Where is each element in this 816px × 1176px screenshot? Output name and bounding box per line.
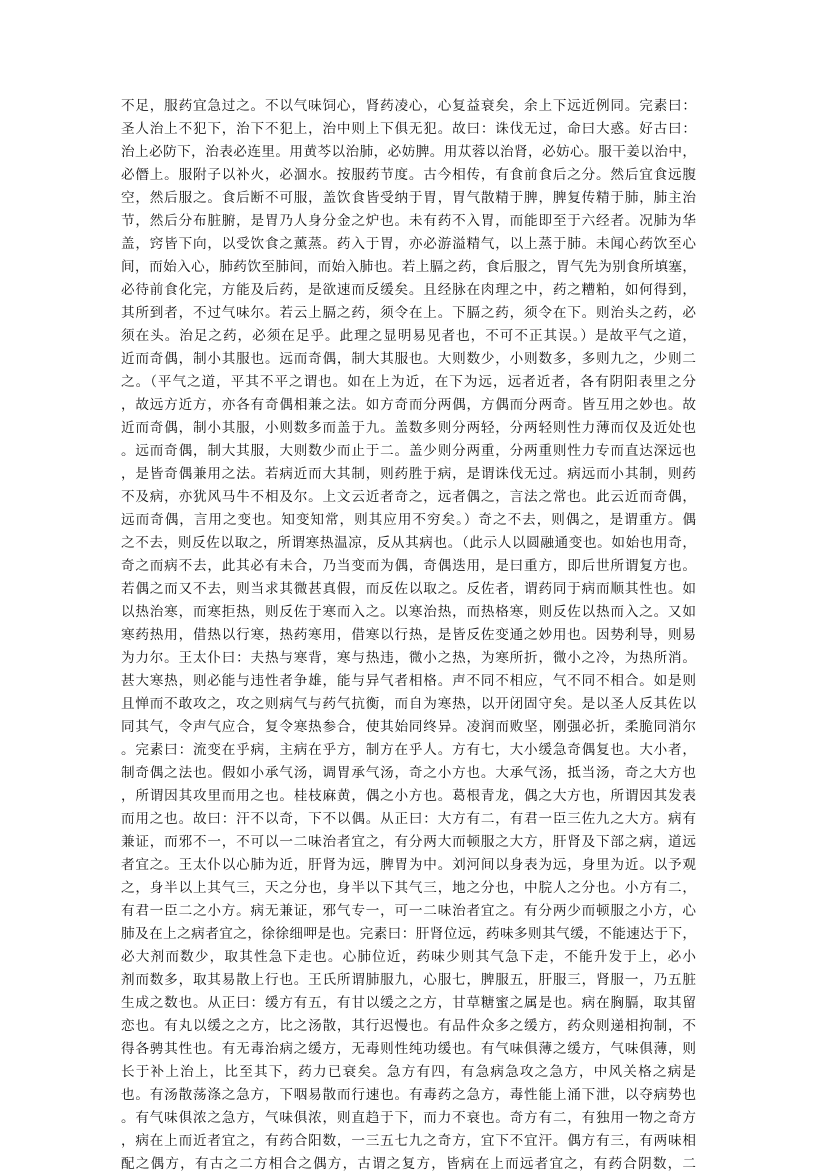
text-line: 盖，窍皆下向，以受饮食之薰蒸。药入于胃，亦必游溢精气，以上蒸于肺。未闻心药饮至心: [121, 236, 696, 252]
text-line: ，故远方近方，亦各有奇偶相兼之法。如方奇而分两偶，方偶而分两奇。皆互用之妙也。故: [121, 397, 696, 413]
text-line: 其所到者，不过气味尔。若云上膈之药，须令在上。下膈之药，须令在下。则治头之药，必: [121, 305, 696, 321]
text-line: 也。有汤散荡涤之急方，下咽易散而行速也。有毒药之急方，毒性能上涌下泄，以夺病势也: [121, 1087, 696, 1103]
text-line: 近而奇偶，制小其服，小则数多而盖于九。盖数多则分两轻，分两轻则性力薄而仅及近处也: [121, 420, 696, 436]
text-line: 须在头。治足之药，必须在足乎。此理之显明易见者也，不可不正其误。）是故平气之道，: [121, 328, 696, 344]
text-line: 生成之数也。从正曰：缓方有五，有甘以缓之之方，甘草糖蜜之属是也。病在胸膈，取其留: [121, 995, 696, 1011]
text-line: ，所谓因其攻里而用之也。桂枝麻黄，偶之小方也。葛根青龙，偶之大方也，所谓因其发表: [121, 788, 696, 804]
text-line: 有君一臣二之小方。病无兼证，邪气专一，可一二味治者宜之。有分两少而顿服之小方，心: [121, 903, 696, 919]
text-line: 剂而数多，取其易散上行也。王氏所谓肺服九，心服七，脾服五，肝服三，肾服一，乃五脏: [121, 972, 696, 988]
text-line: 必僭上。服附子以补火，必涸水。按服药节度。古今相传，有食前食后之分。然后宜食远腹: [121, 167, 696, 183]
text-line: 且惮而不敢攻之，攻之则病气与药气抗衡，而自为寒热，以开闭固守矣。是以圣人反其佐以: [121, 696, 696, 712]
text-line: 者宜之。王太仆以心肺为近，肝肾为远，脾胃为中。刘河间以身表为远，身里为近。以予观: [121, 857, 696, 873]
text-line: 以热治寒，而寒拒热，则反佐于寒而入之。以寒治热，而热格寒，则反佐以热而入之。又如: [121, 604, 696, 620]
text-line: 长于补上治上，比至其下，药力已衰矣。急方有四，有急病急攻之急方，中风关格之病是: [121, 1064, 696, 1080]
text-line: 肺及在上之病者宜之，徐徐细呷是也。完素曰：肝肾位远，药味多则其气缓，不能速达于下，: [121, 926, 696, 942]
text-line: 近而奇偶，制小其服也。远而奇偶，制大其服也。大则数少，小则数多，多则九之，少则二: [121, 351, 696, 367]
text-line: ，是皆奇偶兼用之法。若病近而大其制，则药胜于病，是谓诛伐无过。病远而小其制，则药: [121, 466, 696, 482]
text-line: 甚大寒热，则必能与违性者争雄，能与异气者相格。声不同不相应，气不同不相合。如是则: [121, 673, 696, 689]
text-line: 必大剂而数少，取其性急下走也。心肺位近，药味少则其气急下走，不能升发于上，必小: [121, 949, 696, 965]
text-line: 若偶之而又不去，则当求其微甚真假，而反佐以取之。反佐者，谓药同于病而顺其性也。如: [121, 581, 696, 597]
text-line: 之不去，则反佐以取之，所谓寒热温凉，反从其病也。（此示人以圆融通变也。如始也用奇，: [121, 535, 696, 551]
text-line: 圣人治上不犯下，治下不犯上，治中则上下俱无犯。故曰：诛伐无过，命曰大惑。好古曰：: [121, 121, 696, 137]
text-line: 奇之而病不去，此其必有未合，乃当变而为偶，奇偶迭用，是曰重方，即后世所谓复方也。: [121, 558, 696, 574]
text-line: 寒药热用，借热以行寒，热药寒用，借寒以行热，是皆反佐变通之妙用也。因势利导，则易: [121, 627, 696, 643]
text-line: 之。（平气之道，平其不平之谓也。如在上为近，在下为远，远者近者，各有阴阳表里之分: [121, 374, 696, 390]
text-line: 而用之也。故曰：汗不以奇，下不以偶。从正曰：大方有二，有君一臣三佐九之大方。病有: [121, 811, 696, 827]
text-line: 制奇偶之法也。假如小承气汤，调胃承气汤，奇之小方也。大承气汤，抵当汤，奇之大方也: [121, 765, 696, 781]
text-line: 间，而始入心，肺药饮至肺间，而始入肺也。若上膈之药，食后服之，胃气先为别食所填塞，: [121, 259, 696, 275]
text-line: 。有气味俱浓之急方，气味俱浓，则直趋于下，而力不衰也。奇方有二，有独用一物之奇方: [121, 1110, 696, 1126]
text-line: 之，身半以上其气三，天之分也，身半以下其气三，地之分也，中脘人之分也。小方有二，: [121, 880, 696, 896]
text-line: 兼证，而邪不一，不可以一二味治者宜之，有分两大而顿服之大方，肝肾及下部之病，道远: [121, 834, 696, 850]
text-line: 必待前食化完，方能及后药，是欲速而反缓矣。且经脉在肉理之中，药之糟粕，如何得到，: [121, 282, 696, 298]
text-line: 配之偶方，有古之二方相合之偶方，古谓之复方，皆病在上而远者宜之，有药合阴数，二: [121, 1156, 696, 1172]
text-line: 恋也。有丸以缓之之方，比之汤散，其行迟慢也。有品件众多之缓方，药众则递相拘制，不: [121, 1018, 696, 1034]
text-line: 同其气，令声气应合，复令寒热参合，使其始同终异。凌润而败坚，刚强必折，柔脆同消尔: [121, 719, 696, 735]
text-line: 得各骋其性也。有无毒治病之缓方，无毒则性纯功缓也。有气味俱薄之缓方，气味俱薄，则: [121, 1041, 696, 1057]
text-line: 不足，服药宜急过之。不以气味饲心，肾药凌心，心复益衰矣，余上下远近例同。完素曰：: [121, 98, 696, 114]
text-line: 治上必防下，治表必连里。用黄芩以治肺，必妨脾。用苁蓉以治肾，必妨心。服干姜以治中，: [121, 144, 696, 160]
text-line: 远而奇偶，言用之变也。知变知常，则其应用不穷矣。）奇之不去，则偶之，是谓重方。偶: [121, 512, 696, 528]
text-line: 空，然后服之。食后断不可服，盖饮食皆受纳于胃，胃气散精于脾，脾复传精于肺，肺主治: [121, 190, 696, 206]
text-line: 不及病，亦犹风马牛不相及尔。上文云近者奇之，远者偶之，言法之常也。此云近而奇偶，: [121, 489, 696, 505]
text-line: 节，然后分布脏腑，是胃乃人身分金之炉也。未有药不入胃，而能即至于六经者。况肺为华: [121, 213, 696, 229]
text-line: 。完素曰：流变在乎病，主病在乎方，制方在乎人。方有七，大小缓急奇偶复也。大小者，: [121, 742, 696, 758]
text-line: 。远而奇偶，制大其服，大则数少而止于二。盖少则分两重，分两重则性力专而直达深远也: [121, 443, 696, 459]
text-line: 为力尔。王太仆曰：夫热与寒背，寒与热违，微小之热，为寒所折，微小之冷，为热所消。: [121, 650, 696, 666]
text-line: ，病在上而近者宜之，有药合阳数，一三五七九之奇方，宜下不宜汗。偶方有三，有两味相: [121, 1133, 696, 1149]
